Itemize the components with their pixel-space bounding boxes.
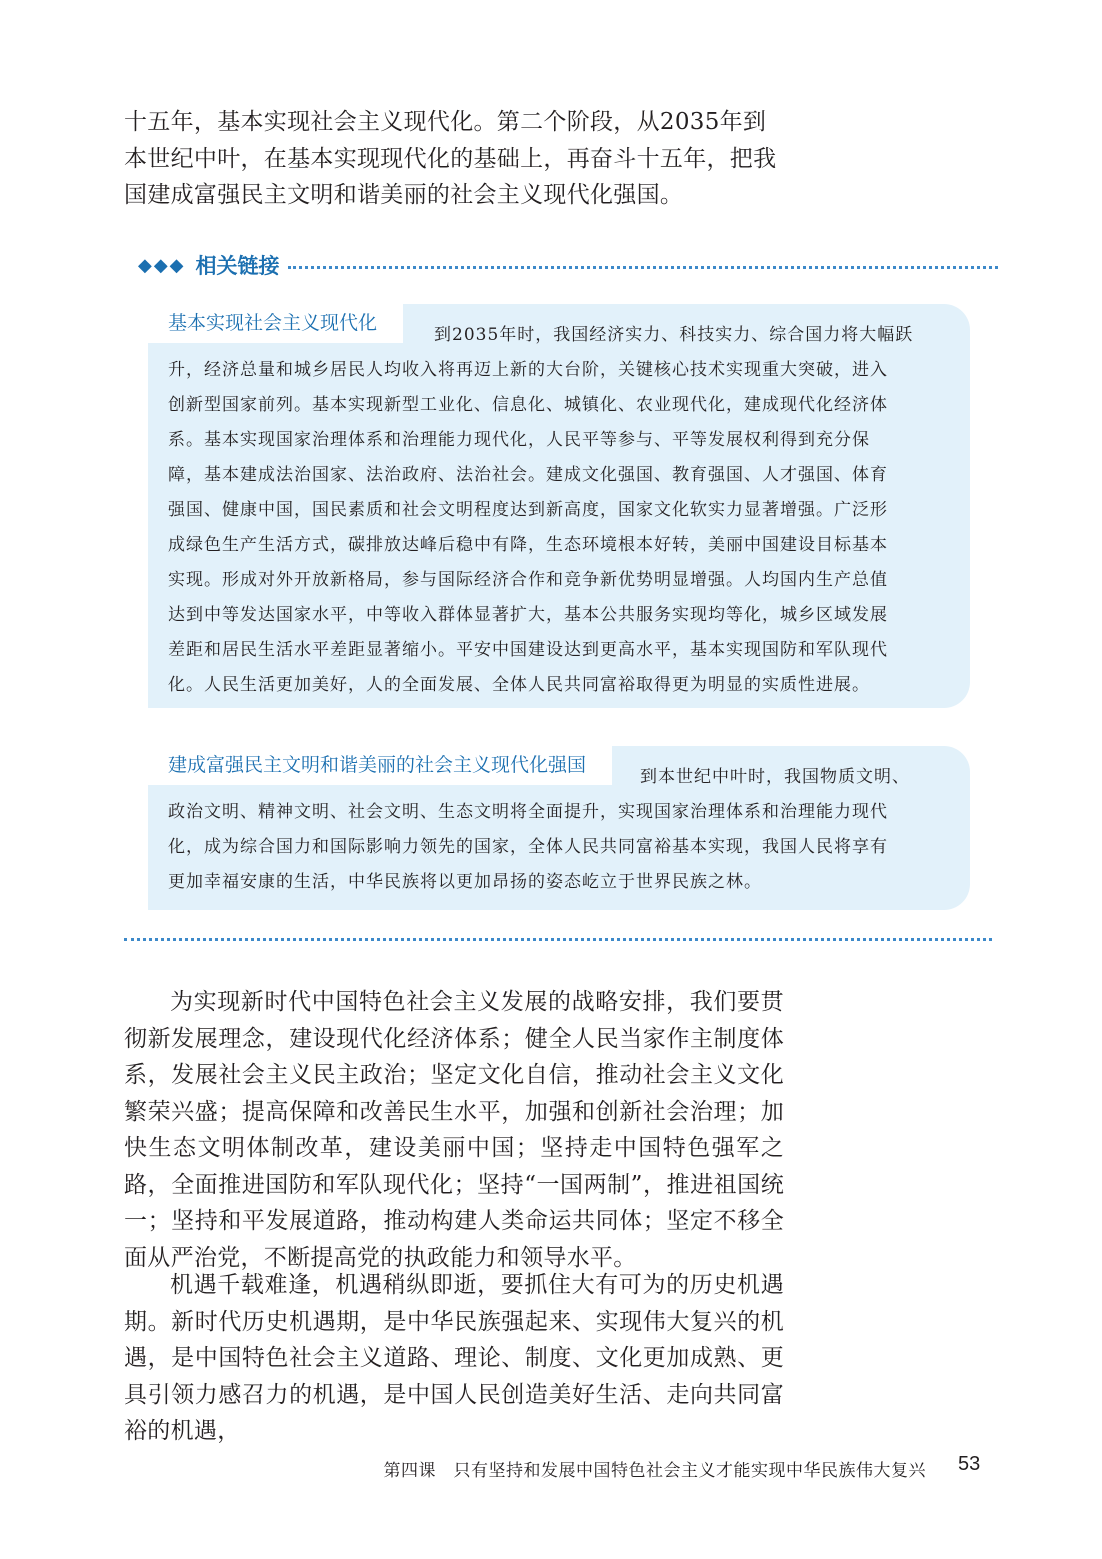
- body-paragraph: 为实现新时代中国特色社会主义发展的战略安排，我们要贯彻新发展理念，建设现代化经济体系；健全人民当家作主制度体系，发展社会主义民主政治；坚定文化自信，推动社会主义文化繁荣兴盛；提高保障和改善民生水平，加强和创新社会治理；加快生态文明体制改革，建设美丽中国；坚持走中国特色强军之路，全面推进国防和军队现代化；坚持“一国两制”，推进祖国统一；坚持和平发展道路，推动构建人类命运共同体；坚定不移全面从严治党，不断提高党的执政能力和领导水平。: [124, 989, 784, 1271]
- info-box-tab-title: 基本实现社会主义现代化: [148, 304, 403, 343]
- info-box-line: 创新型国家前列。基本实现新型工业化、信息化、城镇化、农业现代化，建成现代化经济体: [168, 395, 888, 415]
- info-box-line: 升，经济总量和城乡居民人均收入将再迈上新的大台阶，关键核心技术实现重大突破，进入: [168, 360, 888, 380]
- info-box-line: 政治文明、精神文明、社会文明、生态文明将全面提升，实现国家治理体系和治理能力现代: [168, 802, 888, 822]
- info-box-line: 障，基本建成法治国家、法治政府、法治社会。建成文化强国、教育强国、人才强国、体育: [168, 465, 888, 485]
- info-box-line: 实现。形成对外开放新格局，参与国际经济合作和竞争新优势明显增强。人均国内生产总值: [168, 570, 888, 590]
- info-box-line: 化，成为综合国力和国际影响力领先的国家，全体人民共同富裕基本实现，我国人民将享有: [168, 837, 888, 857]
- diamond-bullets-icon: ◆◆◆: [138, 254, 186, 276]
- intro-paragraph: [124, 104, 784, 214]
- info-box-line: 差距和居民生活水平差距显著缩小。平安中国建设达到更高水平，基本实现国防和军队现代: [168, 640, 888, 660]
- body-paragraph: 机遇千载难逢，机遇稍纵即逝，要抓住大有可为的历史机遇期。新时代历史机遇期，是中华民族强起来、实现伟大复兴的机遇，是中国特色社会主义道路、理论、制度、文化更加成熟、更具引领力感召力的机遇，是中国人民创造美好生活、走向共同富裕的机遇，: [124, 1272, 784, 1444]
- info-box-line: 化。人民生活更加美好，人的全面发展、全体人民共同富裕取得更为明显的实质性进展。: [168, 675, 870, 695]
- info-box-line: 更加幸福安康的生活，中华民族将以更加昂扬的姿态屹立于世界民族之林。: [168, 872, 762, 892]
- intro-line: 本世纪中叶，在基本实现现代化的基础上，再奋斗十五年，把我: [124, 145, 777, 172]
- intro-line: 十五年，基本实现社会主义现代化。第二个阶段，从2035年到: [124, 109, 767, 135]
- running-footer: 第四课 只有坚持和发展中国特色社会主义才能实现中华民族伟大复兴: [383, 1461, 926, 1481]
- related-links-title: 相关链接: [195, 254, 280, 278]
- page-number: 53: [958, 1453, 981, 1475]
- info-box-line: 强国、健康中国，国民素质和社会文明程度达到新高度，国家文化软实力显著增强。广泛形: [168, 500, 888, 520]
- info-box-line: 到本世纪中叶时，我国物质文明、: [640, 767, 910, 787]
- intro-line: 国建成富强民主文明和谐美丽的社会主义现代化强国。: [124, 182, 684, 208]
- info-box-modernization: [148, 304, 970, 708]
- info-box-line: 系。基本实现国家治理体系和治理能力现代化，人民平等参与、平等发展权利得到充分保: [168, 430, 870, 450]
- info-box-line: 到2035年时，我国经济实力、科技实力、综合国力将大幅跃: [434, 325, 914, 345]
- related-links-header: [138, 248, 998, 282]
- info-box-line: 成绿色生产生活方式，碳排放达峰后稳中有降，生态环境根本好转，美丽中国建设目标基本: [168, 535, 888, 555]
- dotted-divider: [288, 266, 998, 269]
- section-end-divider: [124, 938, 992, 941]
- info-box-strong-country: [148, 746, 970, 910]
- info-box-line: 达到中等发达国家水平，中等收入群体显著扩大，基本公共服务实现均等化，城乡区域发展: [168, 605, 888, 625]
- info-box-tab-title: 建成富强民主文明和谐美丽的社会主义现代化强国: [148, 746, 612, 785]
